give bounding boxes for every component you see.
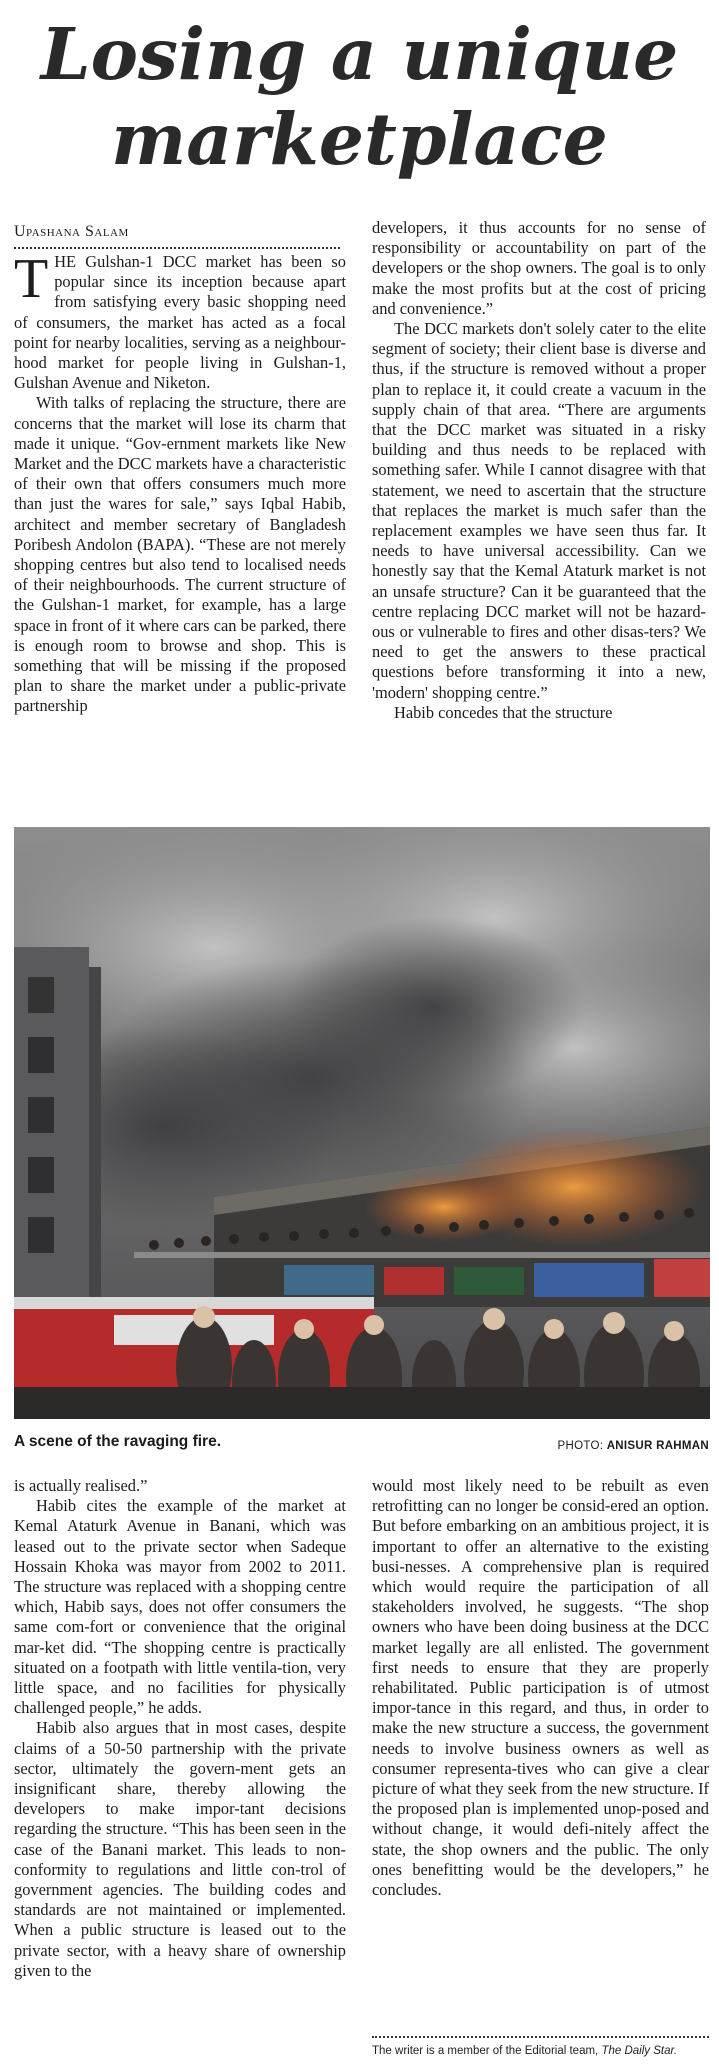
headline-line-1: Losing a unique bbox=[40, 12, 679, 96]
drop-cap: T bbox=[14, 248, 49, 310]
headline-line-2: marketplace bbox=[111, 97, 608, 181]
publication-name: The Daily Star. bbox=[601, 2045, 678, 2057]
byline: Upashana Salam bbox=[14, 223, 340, 249]
photo-credit bbox=[558, 1440, 709, 1452]
photo-credit-label: PHOTO: bbox=[557, 1440, 604, 1452]
paragraph: Habib cites the example of the market at Kemal Ataturk Avenue in Banani, which was leased out to the private sector when Sadeque Hossain Khoka was mayor from 2002 to 2011. The structure was replaced with a shopping centre which, Habib says, does not offer consumers the same com-fort or convenience that the original mar-ket did. “The shopping centre is practically situated on a footpath with little ventila-tion, very little space, and no facilities for physically challenged people,” he adds. bbox=[14, 1496, 346, 1718]
paragraph: is actually realised.” bbox=[14, 1476, 148, 1495]
author-note bbox=[372, 2036, 709, 2059]
paragraph-text: HE Gulshan-1 DCC market has been so popular since its inception because apart from satisfying every basic shopping need of consumers, the market has acted as a focal point for nearby localities, serving as a neighbour-hood market for people living in Gulshan-1, Gulshan Avenue and Niketon. bbox=[14, 252, 346, 393]
paragraph bbox=[14, 248, 346, 393]
fire-photo bbox=[14, 827, 710, 1419]
article-column-2 bbox=[372, 218, 706, 723]
paragraph: With talks of replacing the structure, there are concerns that the market will lose its charm that made it unique. “Gov-ernment markets like New Market and the DCC markets have a characteristic of their own that offers consumers much more than just the wares for sale,” says Iqbal Habib, architect and member secretary of Bangladesh Poribesh Andolon (BAPA). “These are not merely shopping centres but also tend to localised needs of their neighbourhoods. The current structure of the Gulshan-1 market, for example, has a large space in front of it where cars can be parked, there is enough room to browse and shop. This is something that will be missing if the proposed plan to share the market under a public-private partnership bbox=[14, 393, 346, 716]
paragraph: would most likely need to be rebuilt as even retrofitting can no longer be consid-ered an option. But before embarking on an ambitious project, it is important to offer an alternative to the existing busi-nesses. A comprehensive plan is required which would require the participation of all stakeholders involved, he suggests. “The shop owners who have been doing business at the DCC market legally are all enlisted. The government first needs to ensure that they are properly rehabilitated. Public participation is of utmost impor-tance in this regard, and thus, in order to make the new structure a success, the government needs to involve business owners as well as consumer representa-tives who can give a clear picture of what they seek from the new structure. If the proposed plan is implemented unop-posed and without change, it would defi-nitely affect the state, the shop owners and the public. The only ones benefitting would be the developers,” he concludes. bbox=[372, 1476, 709, 1900]
paragraph: developers, it thus accounts for no sense of responsibility or accountability on part of the developers or the shop owners. The goal is to only make the most profits but at the cost of pricing and convenience.” bbox=[372, 218, 706, 318]
author-note-text: The writer is a member of the Editorial team, bbox=[372, 2045, 599, 2057]
photo-credit-name: ANISUR RAHMAN bbox=[606, 1440, 709, 1452]
paragraph: Habib concedes that the structure bbox=[394, 702, 613, 722]
headline bbox=[0, 12, 719, 182]
paragraph: Habib also argues that in most cases, despite claims of a 50-50 partnership with the private sector, ultimately the govern-ment gets an insignificant share, thereby allowing the developers to make impor-tant decisions regarding the structure. “This has been seen in the case of the Banani market. This leads to non-conformity to regulations and little con-trol of government agencies. The building codes and standards are not maintained or implemented. When a public structure is leased out to the private sector, with a heavy share of ownership given to the bbox=[14, 1718, 346, 1980]
paragraph: The DCC markets don't solely cater to the elite segment of society; their client base is diverse and thus, if the structure is removed without a proper plan to replace it, it could create a vacuum in the supply chain of that area. “There are arguments that the DCC market was situated in a risky building and thus needs to be replaced with something safer. While I cannot disagree with that statement, we need to ascertain that the structure that replaces the market is much safer than the replacement examples we have seen thus far. It needs to have universal accessibility. Can we honestly say that the Kemal Ataturk market is not an unsafe structure? Can it be guaranteed that the centre replacing DCC market will not be hazard-ous or vulnerable to fires and other disas-ters? We need to get the answers to these practical questions before transforming it into a new, 'modern' shopping centre.” bbox=[372, 319, 706, 702]
article-column-3 bbox=[14, 1476, 346, 1981]
fire-scene-image bbox=[14, 827, 710, 1419]
photo-caption: A scene of the ravaging fire. bbox=[14, 1433, 222, 1450]
article-column-1 bbox=[14, 248, 346, 717]
article-column-4 bbox=[372, 1476, 709, 1900]
